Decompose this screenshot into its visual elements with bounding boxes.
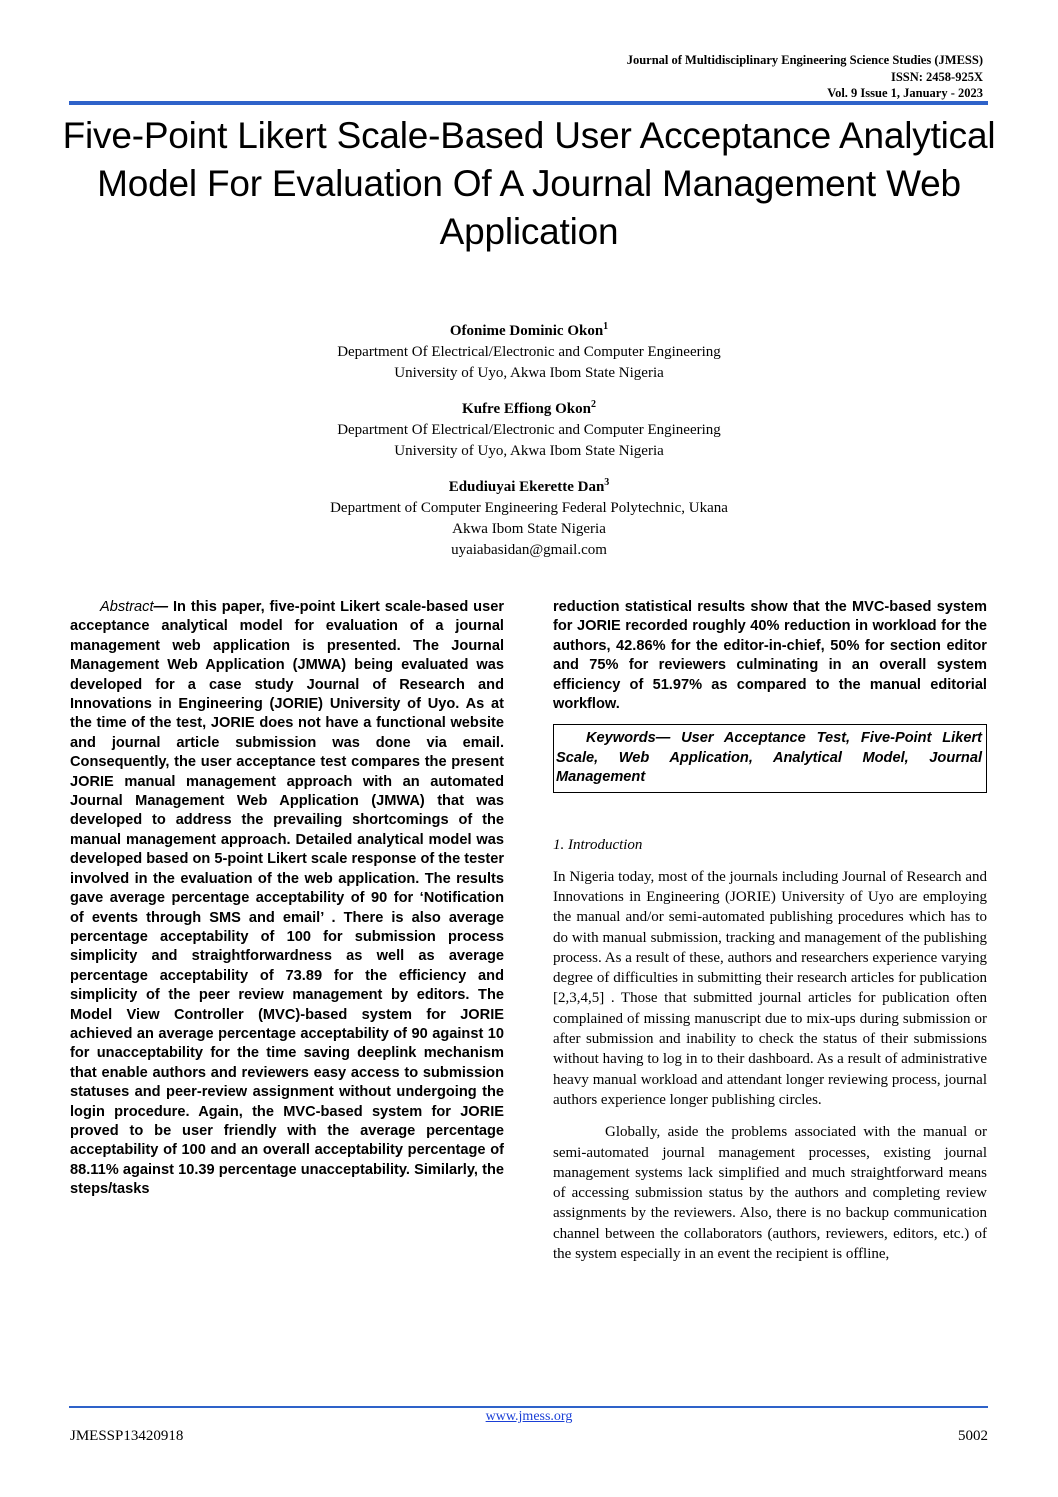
author-2 <box>200 394 858 462</box>
author-affiliation: Department Of Electrical/Electronic and Computer Engineering <box>337 422 721 438</box>
author-list <box>200 316 858 571</box>
author-affiliation: University of Uyo, Akwa Ibom State Nigeria <box>394 443 664 459</box>
journal-name: Journal of Multidisciplinary Engineering Science Studies (JMESS) <box>626 53 983 67</box>
author-affiliation: Department of Computer Engineering Federal Polytechnic, Ukana <box>330 500 728 516</box>
author-affiliation: Akwa Ibom State Nigeria <box>452 521 606 537</box>
author-name: Kufre Effiong Okon$^2$ <box>462 399 596 417</box>
intro-paragraph-1: In Nigeria today, most of the journals including Journal of Research and Innovations in Engineering (JORIE) University of Uyo are employing the manual and/or semi-automated publishing procedures which has to do with manual submission, tracking and management of the publishing process. As a result of these, authors and researchers experience varying degree of difficulties in submitting their research articles for publication [2,3,4,5] . Those that submitted journal articles for publication often complained of missing manuscript due to mix-ups during submission or after submission and inability to check the status of their submissions without having to log in to their dashboard. As a result of administrative heavy manual workload and attendant longer reviewing process, journal authors experience longer publishing circles. <box>553 868 987 1108</box>
author-name: Ofonime Dominic Okon$^1$ <box>449 321 609 339</box>
keywords-text: User Acceptance Test, Five-Point Likert Scale, Web Application, Analytical Model, Journal Management <box>556 730 982 786</box>
abstract-left-column <box>70 598 504 1200</box>
abstract-text: In this paper, five-point Likert scale-based user acceptance analytical model for evaluation of a journal management web application is presented. The Journal Management Web Application (JMWA) being evaluated was developed for a case study Journal of Research and Innovations in Engineering (JORIE) University of Uyo. As at the time of the test, JORIE does not have a functional website and journal article submission was done via email. Consequently, the user acceptance test compares the present JORIE manual management approach with an automated Journal Management Web Application (JMWA) that was developed to address the prevailing shortcomings of the manual management approach. Detailed analytical model was developed based on 5-point Likert scale response of the tester involved in the evaluation of the web application. The results gave average percentage acceptability of 90 for ‘Notification of events through SMS and email’ . There is also average percentage acceptability of 100 for submission process simplicity and straightforwardness as well as average percentage acceptability of 73.89 for the efficiency and simplicity of the peer review management by editors. The Model View Controller (MVC)-based system for JORIE achieved an average percentage acceptability of 90 against 10 for unacceptability for the time saving deeplink mechanism that enable authors and reviewers easy access to submission statuses and peer-review assignment without undergoing the login procedure. Again, the MVC-based system for JORIE proved to be user friendly with the average percentage acceptability of 100 and an overall acceptability percentage of 88.11% against 10.39 percentage unacceptability. Similarly, the steps/tasks <box>70 599 504 1198</box>
right-column <box>553 598 987 1264</box>
journal-issn: ISSN: 2458-925X <box>890 69 983 84</box>
keywords-label: Keywords— <box>586 730 671 747</box>
journal-website-link[interactable]: www.jmess.org <box>485 1409 573 1424</box>
journal-header <box>627 52 983 102</box>
page-number: 5002 <box>958 1428 988 1444</box>
author-affiliation: Department Of Electrical/Electronic and Computer Engineering <box>337 344 721 360</box>
paper-id: JMESSP13420918 <box>70 1428 184 1444</box>
paper-title: Five-Point Likert Scale-Based User Acceptance Analytical Model For Evaluation Of A Journal Management Web Application <box>62 115 996 252</box>
author-3 <box>200 472 858 561</box>
header-rule <box>69 101 988 105</box>
footer-rule <box>69 1406 988 1408</box>
author-email: uyaiabasidan@gmail.com <box>451 542 607 558</box>
author-name: Edudiuyai Ekerette Dan$^3$ <box>448 477 610 495</box>
author-1 <box>200 316 858 384</box>
abstract-label: Abstract— <box>100 599 169 615</box>
journal-volume: Vol. 9 Issue 1, January - 2023 <box>827 86 983 100</box>
intro-paragraph-2: Globally, aside the problems associated with the manual or semi-automated journal management processes, existing journal management systems lack simplified and much straightforward means of accessing submission status by the authors and completing review assignments by the reviewers. Also, there is no backup communication channel between the collaborators (authors, reviewers, editors, etc.) of the system especially in an event the recipient is offline, <box>553 1124 987 1262</box>
author-affiliation: University of Uyo, Akwa Ibom State Nigeria <box>394 365 664 381</box>
abstract-continued: reduction statistical results show that the MVC-based system for JORIE recorded roughly 40% reduction in workload for the authors, 42.86% for the editor-in-chief, 50% for section editor and 75% for reviewers culminating in an overall system efficiency of 51.97% as compared to the manual editorial workflow. <box>553 599 987 713</box>
keywords-box <box>553 724 987 792</box>
section-heading-introduction: 1. Introduction <box>553 836 643 853</box>
